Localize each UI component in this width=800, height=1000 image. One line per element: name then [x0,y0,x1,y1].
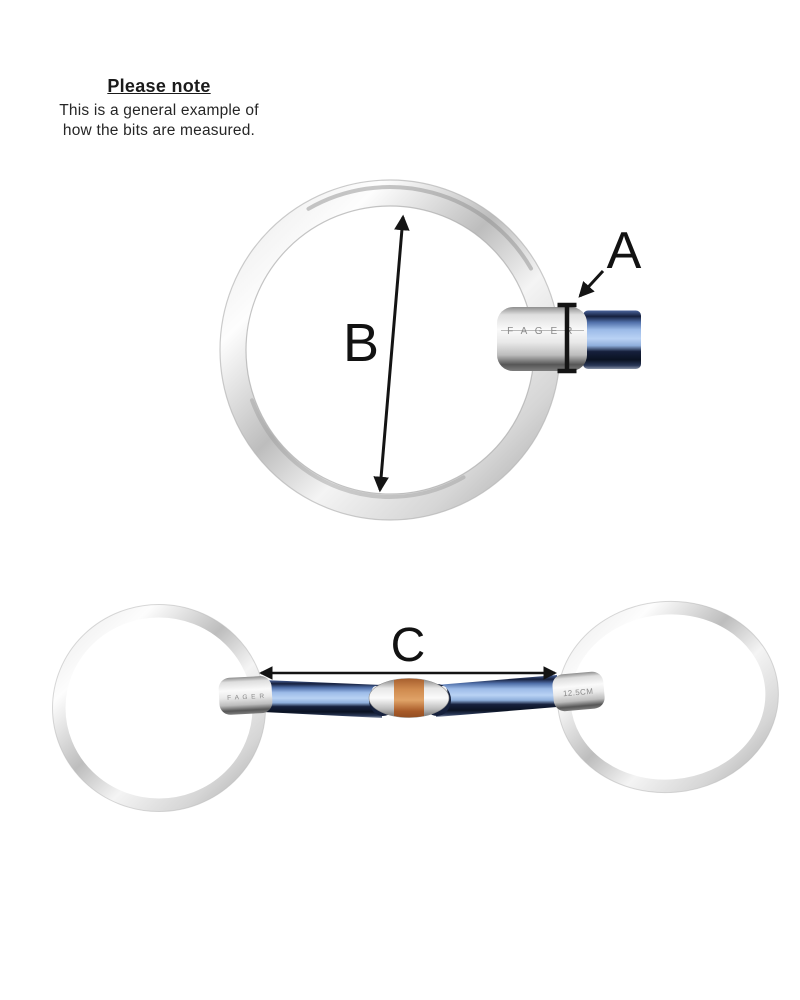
note-title: Please note [107,76,211,96]
size-engraving: 12.5CM [562,686,594,699]
label-a: A [606,222,642,280]
ring-inner-edge [246,206,534,494]
note-body-line-2: how the bits are measured. [62,122,256,139]
brand-engraving-bottom: F A G E R [227,692,266,702]
mouthpiece-blue-stub [583,311,641,370]
top-bit-photo [220,180,642,520]
brand-engraving-top: F A G E R [507,326,575,337]
mouthpiece-arm-right [436,675,557,717]
copper-band [394,676,424,720]
bottom-bit-photo [53,592,787,811]
mouthpiece-end-cap [497,307,587,371]
mouthpiece-arm-left [263,680,382,718]
label-b: B [342,313,380,373]
arrow-a [580,271,603,296]
note-body-line-1: This is a general example of [59,102,259,119]
arrow-b [380,217,403,490]
label-c: C [390,619,426,672]
